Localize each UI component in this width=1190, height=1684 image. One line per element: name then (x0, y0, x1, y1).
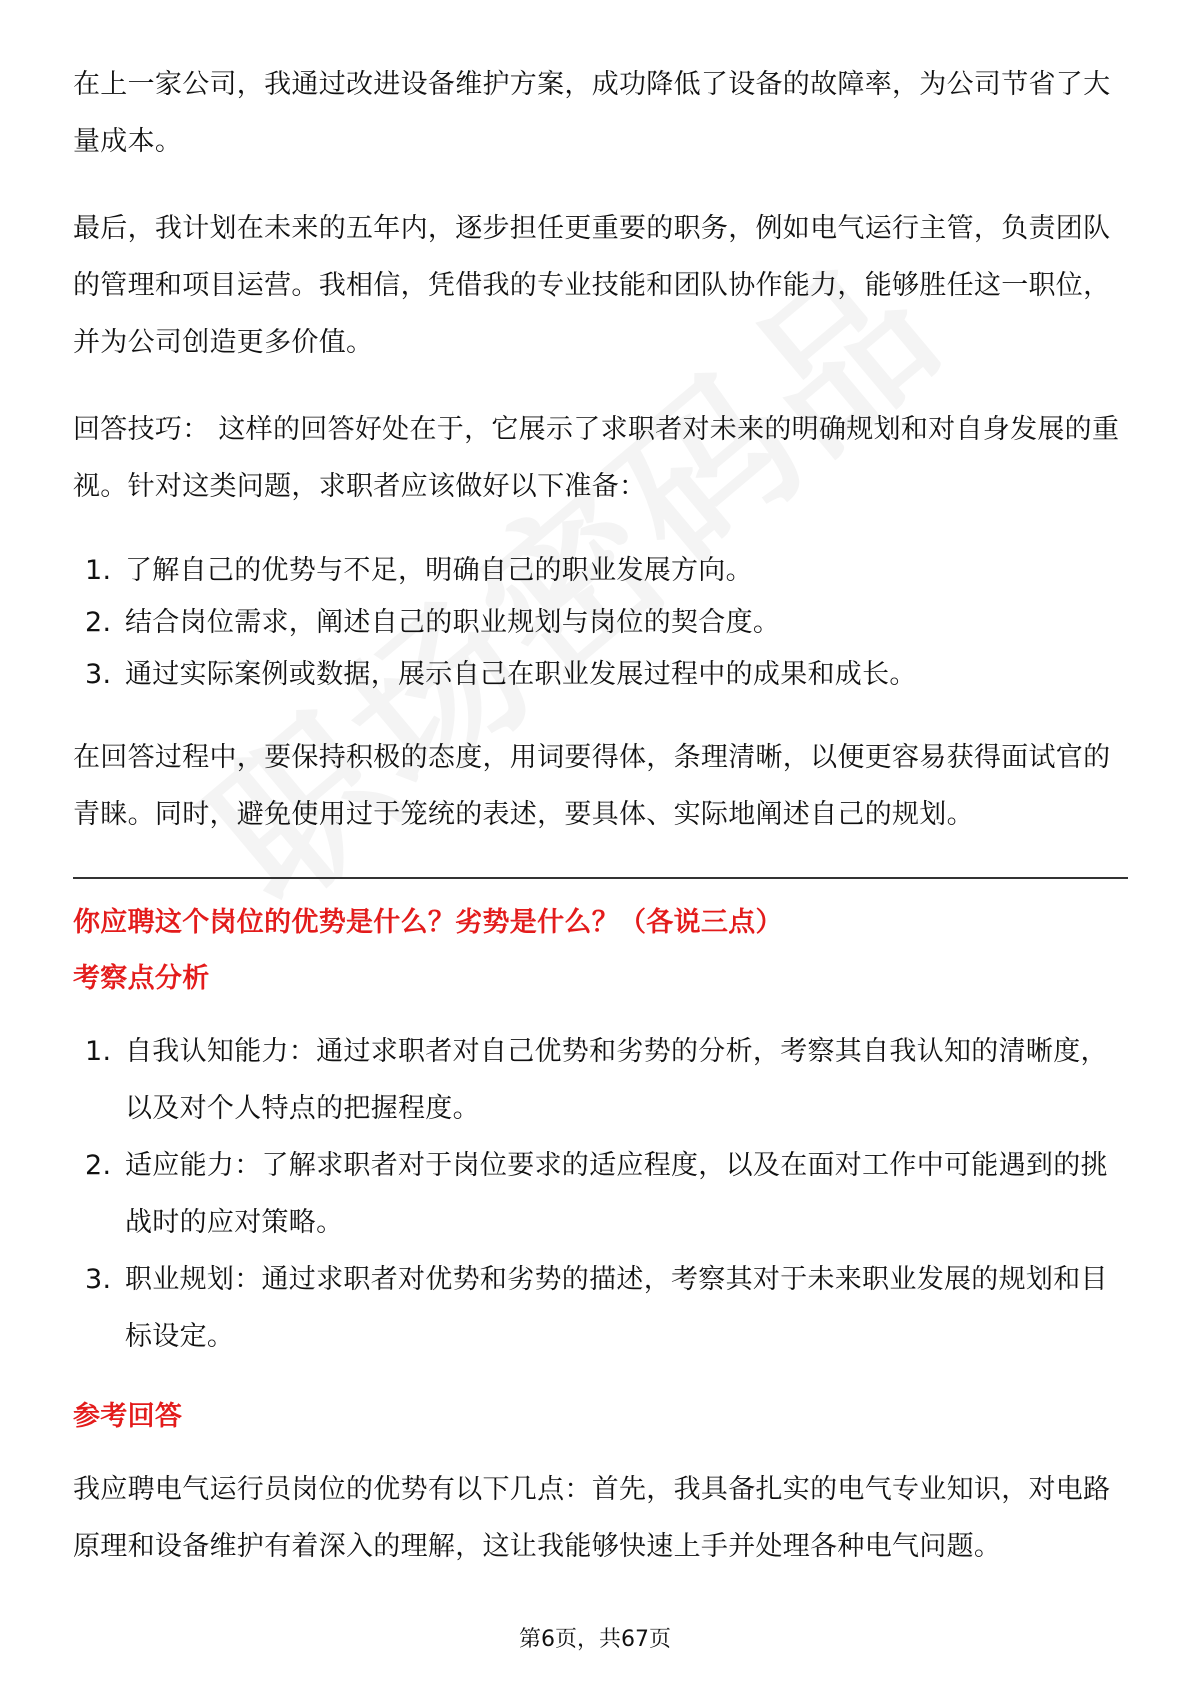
intro-paragraph-2: 最后，我计划在未来的五年内，逐步担任更重要的职务，例如电气运行主管，负责团队的管理和项目运营。我相信，凭借我的专业技能和团队协作能力，能够胜任这一职位，并为公司创造更多价值。 (73, 213, 1111, 358)
list-item (73, 597, 1128, 649)
list-number: 3. (85, 659, 112, 690)
intro-paragraph-1: 在上一家公司，我通过改进设备维护方案，成功降低了设备的故障率，为公司节省了大量成本。 (73, 69, 1111, 157)
answer-tips-paragraph: 回答技巧： 这样的回答好处在于，它展示了求职者对未来的明确规划和对自身发展的重视。针对这类问题，求职者应该做好以下准备： (73, 414, 1120, 502)
list-number: 2. (85, 607, 112, 638)
list-item (73, 1251, 1128, 1365)
document-body (73, 56, 1128, 1605)
analysis-heading: 考察点分析 (73, 963, 210, 994)
list-number: 2. (85, 1150, 112, 1181)
section-divider (73, 877, 1128, 879)
answer-heading: 参考回答 (73, 1401, 183, 1432)
list-item (73, 1137, 1128, 1251)
list-number: 3. (85, 1264, 112, 1295)
list-item-text: 自我认知能力：通过求职者对自己优势和劣势的分析，考察其自我认知的清晰度，以及对个人特点的把握程度。 (125, 1036, 1108, 1124)
list-number: 1. (85, 1036, 112, 1067)
list-item-text: 结合岗位需求，阐述自己的职业规划与岗位的契合度。 (125, 607, 781, 638)
list-number: 1. (85, 555, 112, 586)
list-item-text: 通过实际案例或数据，展示自己在职业发展过程中的成果和成长。 (125, 659, 917, 690)
question-title: 你应聘这个岗位的优势是什么？劣势是什么？（各说三点） (73, 907, 783, 938)
list-item (73, 649, 1128, 701)
closing-paragraph: 在回答过程中，要保持积极的态度，用词要得体，条理清晰，以便更容易获得面试官的青睐。同时，避免使用过于笼统的表述，要具体、实际地阐述自己的规划。 (73, 742, 1111, 830)
list-item-text: 适应能力：了解求职者对于岗位要求的适应程度，以及在面对工作中可能遇到的挑战时的应对策略。 (125, 1150, 1108, 1238)
answer-paragraph: 我应聘电气运行员岗位的优势有以下几点：首先，我具备扎实的电气专业知识，对电路原理和设备维护有着深入的理解，这让我能够快速上手并处理各种电气问题。 (73, 1474, 1111, 1562)
list-item (73, 1023, 1128, 1137)
analysis-list (73, 1023, 1128, 1365)
preparation-list (73, 545, 1128, 701)
list-item-text: 职业规划：通过求职者对优势和劣势的描述，考察其对于未来职业发展的规划和目标设定。 (125, 1264, 1108, 1352)
page-number: 第6页，共67页 (519, 1627, 671, 1652)
list-item (73, 545, 1128, 597)
list-item-text: 了解自己的优势与不足，明确自己的职业发展方向。 (125, 555, 753, 586)
